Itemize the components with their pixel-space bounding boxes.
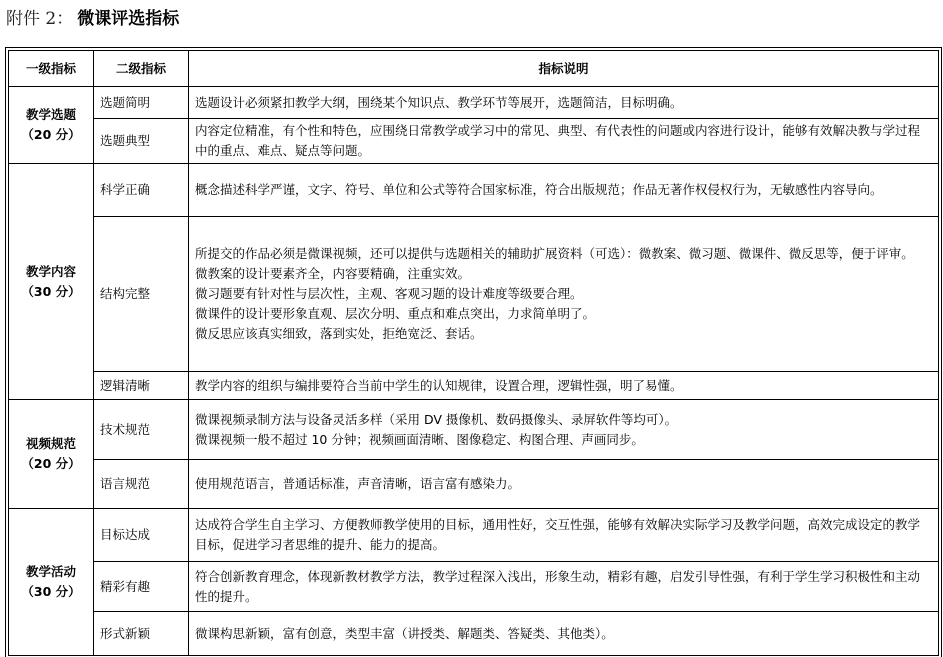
description-cell [189,217,939,372]
criteria-table [8,50,939,656]
level1-cell [9,509,94,656]
table-row [9,562,939,612]
description-line: 达成符合学生自主学习、方便教师教学使用的目标，通用性好，交互性强，能够有效解决实际学习及教学问题，高效完成设定的教学目标，促进学习者思维的提升、能力的提高。 [195,517,921,552]
description-cell [189,372,939,400]
level2-cell: 形式新颖 [94,612,189,656]
level1-cell [9,87,94,164]
description-cell [189,400,939,460]
level1-name: 教学活动 [25,564,76,579]
table-row [9,509,939,562]
level1-cell [9,400,94,509]
description-cell [189,87,939,119]
level2-cell: 选题典型 [94,119,189,164]
description-cell [189,119,939,164]
description-cell [189,562,939,612]
level2-cell: 技术规范 [94,400,189,460]
description-line: 使用规范语言，普通话标准，声音清晰，语言富有感染力。 [195,476,521,491]
table-row [9,119,939,164]
description-line: 微课构思新颖，富有创意，类型丰富（讲授类、解题类、答疑类、其他类）。 [195,625,614,641]
header-level1: 一级指标 [9,51,94,87]
description-line: 微教案的设计要素齐全，内容要精确，注重实效。 [195,266,471,281]
table-header-row [9,51,939,87]
table-row [9,164,939,217]
description-line: 所提交的作品必须是微课视频，还可以提供与选题相关的辅助扩展资料（可选）：微教案、微习题、微课件、微反思等，便于评审。 [195,246,914,261]
description-line: 微课视频一般不超过 10 分钟；视频画面清晰、图像稳定、构图合理、声画同步。 [195,431,644,447]
table-row [9,372,939,400]
description-line: 符合创新教育理念，体现新教材教学方法，教学过程深入浅出，形象生动，精彩有趣，启发引导性强，有利于学生学习积极性和主动性的提升。 [195,568,921,604]
level2-cell: 逻辑清晰 [94,372,189,400]
description-cell [189,509,939,562]
level2-cell: 语言规范 [94,460,189,509]
document-heading [6,4,179,30]
description-line: 概念描述科学严谨，文字、符号、单位和公式等符合国家标准，符合出版规范；作品无著作权侵权行为，无敏感性内容导向。 [195,182,883,197]
document-title: 微课评选指标 [77,9,180,29]
level1-name: 视频规范 [25,436,76,451]
header-description: 指标说明 [189,51,939,87]
table-row [9,400,939,460]
level1-score: （20 分） [21,456,81,471]
level1-cell [9,164,94,400]
attachment-label: 附件 2： [6,9,74,29]
table-row [9,217,939,372]
table-row [9,87,939,119]
level2-cell: 目标达成 [94,509,189,562]
level2-cell: 科学正确 [94,164,189,217]
description-line: 微习题要有针对性与层次性，主观、客观习题的设计难度等级要合理。 [195,286,583,301]
table-row [9,612,939,656]
description-line: 教学内容的组织与编排要符合当前中学生的认知规律，设置合理，逻辑性强，明了易懂。 [195,377,683,393]
description-line: 微反思应该真实细致，落到实处，拒绝宽泛、套话。 [195,326,483,341]
table-row [9,460,939,509]
level1-score: （20 分） [21,127,81,142]
header-level2: 二级指标 [94,51,189,87]
description-cell [189,460,939,509]
level1-score: （30 分） [21,283,81,299]
description-line: 微课件的设计要形象直观、层次分明、重点和难点突出，力求简单明了。 [195,306,596,321]
level2-cell: 结构完整 [94,217,189,372]
description-line: 选题设计必须紧扣教学大纲，围绕某个知识点、教学环节等展开，选题简洁，目标明确。 [195,94,683,110]
level1-score: （30 分） [21,584,81,599]
description-cell [189,612,939,656]
level1-name: 教学内容 [25,263,76,279]
level1-name: 教学选题 [25,107,76,122]
description-cell [189,164,939,217]
level2-cell: 精彩有趣 [94,562,189,612]
description-line: 微课视频录制方法与设备灵活多样（采用 DV 摄像机、数码摄像头、录屏软件等均可）。 [195,411,678,427]
description-line: 内容定位精准，有个性和特色，应围绕日常教学或学习中的常见、典型、有代表性的问题或内容进行设计，能够有效解决教与学过程中的重点、难点、疑点等问题。 [195,123,921,158]
level2-cell: 选题简明 [94,87,189,119]
